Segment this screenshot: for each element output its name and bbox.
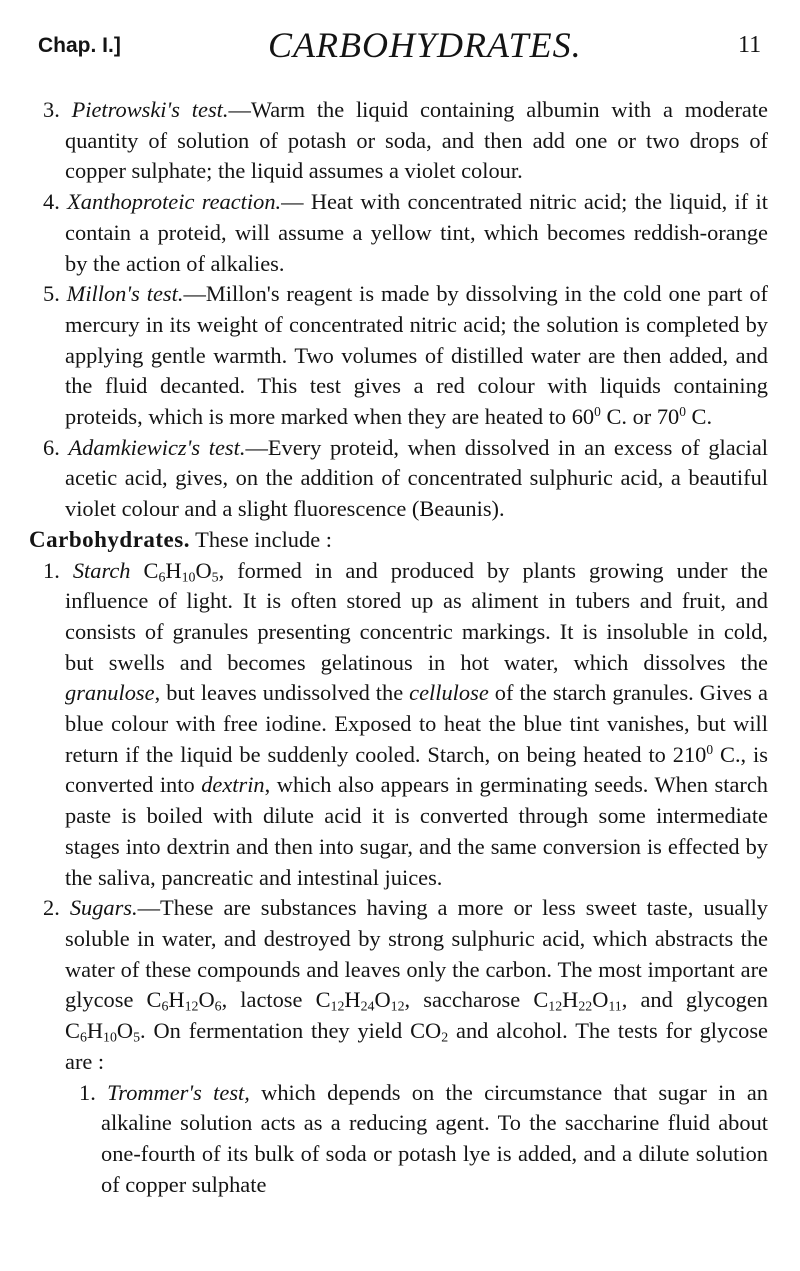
- item-text: C.: [685, 404, 713, 430]
- item-text: , which also appears in germinating seeds. When starch paste is boiled with dilute acid it is converted through some intermediate stages into dextrin and then into sugar, and the same conversion is effected by the saliva, pancreatic and intestinal juices.: [65, 772, 768, 890]
- running-title: CARBOHYDRATES.: [268, 25, 582, 65]
- item-text: , but leaves undissolved the: [154, 680, 410, 706]
- chemical-formula: $C_6H_{10}O_5$: [143, 557, 219, 586]
- running-header: [0, 22, 800, 72]
- degree-mark: 0: [594, 403, 601, 419]
- term: granulose: [65, 680, 155, 706]
- chemical-formula: $C_{12}H_{22}O_{11}$: [533, 987, 622, 1015]
- chemical-formula: $C_{12}H_{24}O_{12}$: [315, 987, 405, 1015]
- item-adamkiewicz-test: [43, 433, 768, 525]
- item-trommer-test: [43, 1078, 768, 1201]
- term: Starch: [72, 557, 131, 583]
- item-sugars: [43, 893, 768, 1077]
- chemical-formula: $C_6H_{10}O_5$: [65, 1018, 141, 1046]
- term: dextrin: [201, 772, 265, 798]
- test-name: Pietrowski's test.: [71, 97, 229, 122]
- degree-mark: 0: [679, 403, 686, 419]
- item-text: of the starch granules. Gives a blue colour with free iodine. Exposed to heat the blue tint vanishes, but will return if the liquid be suddenly cooled. Starch, on being heated to 210: [65, 680, 768, 767]
- degree-mark: 0: [706, 741, 714, 757]
- item-text: , and glycogen: [621, 987, 768, 1013]
- chemical-formula: $CO_2$: [410, 1018, 449, 1046]
- item-millon-test: [43, 279, 768, 433]
- page-body: [29, 95, 769, 1200]
- item-starch: [43, 556, 768, 894]
- section-carbohydrates: [29, 525, 768, 556]
- item-text: , saccharose: [404, 987, 534, 1013]
- item-number: 6.: [43, 434, 60, 460]
- page-number: 11: [738, 32, 762, 58]
- term: Sugars.: [69, 895, 138, 921]
- item-number: 1.: [43, 557, 60, 583]
- item-text: C. or 70: [600, 404, 680, 430]
- item-text: —Every proteid, when dissolved in an excess of glacial acetic acid, gives, on the addition of concentrated sulphuric acid, a beautiful violet colour and a slight fluorescence (Beaunis).: [65, 434, 768, 522]
- item-number: 5.: [43, 281, 60, 307]
- item-number: 4.: [43, 189, 60, 215]
- item-pietrowski-test: [43, 95, 768, 187]
- item-number: 3.: [43, 97, 60, 122]
- item-number: 1.: [79, 1079, 96, 1105]
- chemical-formula: $C_6H_{12}O_6$: [146, 987, 222, 1015]
- item-number: 2.: [43, 895, 60, 921]
- section-heading: Carbohydrates.: [29, 526, 190, 552]
- item-text: C., is converted into: [65, 741, 768, 798]
- item-text: — Heat with concentrated nitric acid; the liquid, if it contain a proteid, will assume a yellow tint, which becomes reddish-orange by the action of alkalies.: [65, 189, 768, 276]
- test-name: Adamkiewicz's test.: [68, 434, 246, 460]
- item-xanthoproteic-reaction: [43, 187, 768, 279]
- test-name: Millon's test.: [66, 281, 184, 307]
- item-text: which depends on the circumstance that sugar in an alkaline solution acts as a reducing agent. To the saccharine fluid about one-fourth of its bulk of soda or potash lye is added, and a dilute solution of copper sulphate: [101, 1079, 768, 1197]
- item-text: , formed in and produced by plants growing under the influence of light. It is often stored up as aliment in tubers and fruit, and consists of granules presenting concentric markings. It is insoluble in cold, but swells and becomes gelatinous in hot water, which dissolves the: [65, 557, 768, 675]
- item-text: and alcohol. The tests for glycose are :: [65, 1018, 768, 1074]
- term: cellulose: [409, 680, 489, 706]
- item-text: . On fermentation they yield: [140, 1018, 411, 1044]
- test-name: Xanthoproteic reaction.: [67, 189, 282, 215]
- test-name: Trommer's test,: [107, 1079, 250, 1105]
- chapter-label: Chap. I.]: [38, 34, 121, 57]
- section-intro: These include :: [189, 526, 332, 552]
- item-text: , lactose: [221, 987, 316, 1013]
- item-text: —Millon's reagent is made by dissolving in the cold one part of mercury in its weight of concentrated nitric acid; the solution is completed by applying gentle warmth. Two volumes of distilled water are then added, and the fluid decanted. This test gives a red colour with liquids containing proteids, which is more marked when they are heated to 60: [65, 281, 769, 430]
- item-text: —These are substances having a more or less sweet taste, usually soluble in water, and destroyed by strong sulphuric acid, which abstracts the water of these compounds and leaves only the carbon. The most important are glycose: [65, 895, 768, 1013]
- item-text: —Warm the liquid containing albumin with a moderate quantity of solution of potash or soda, and then add one or two drops of copper sulphate; the liquid assumes a violet colour.: [65, 97, 768, 184]
